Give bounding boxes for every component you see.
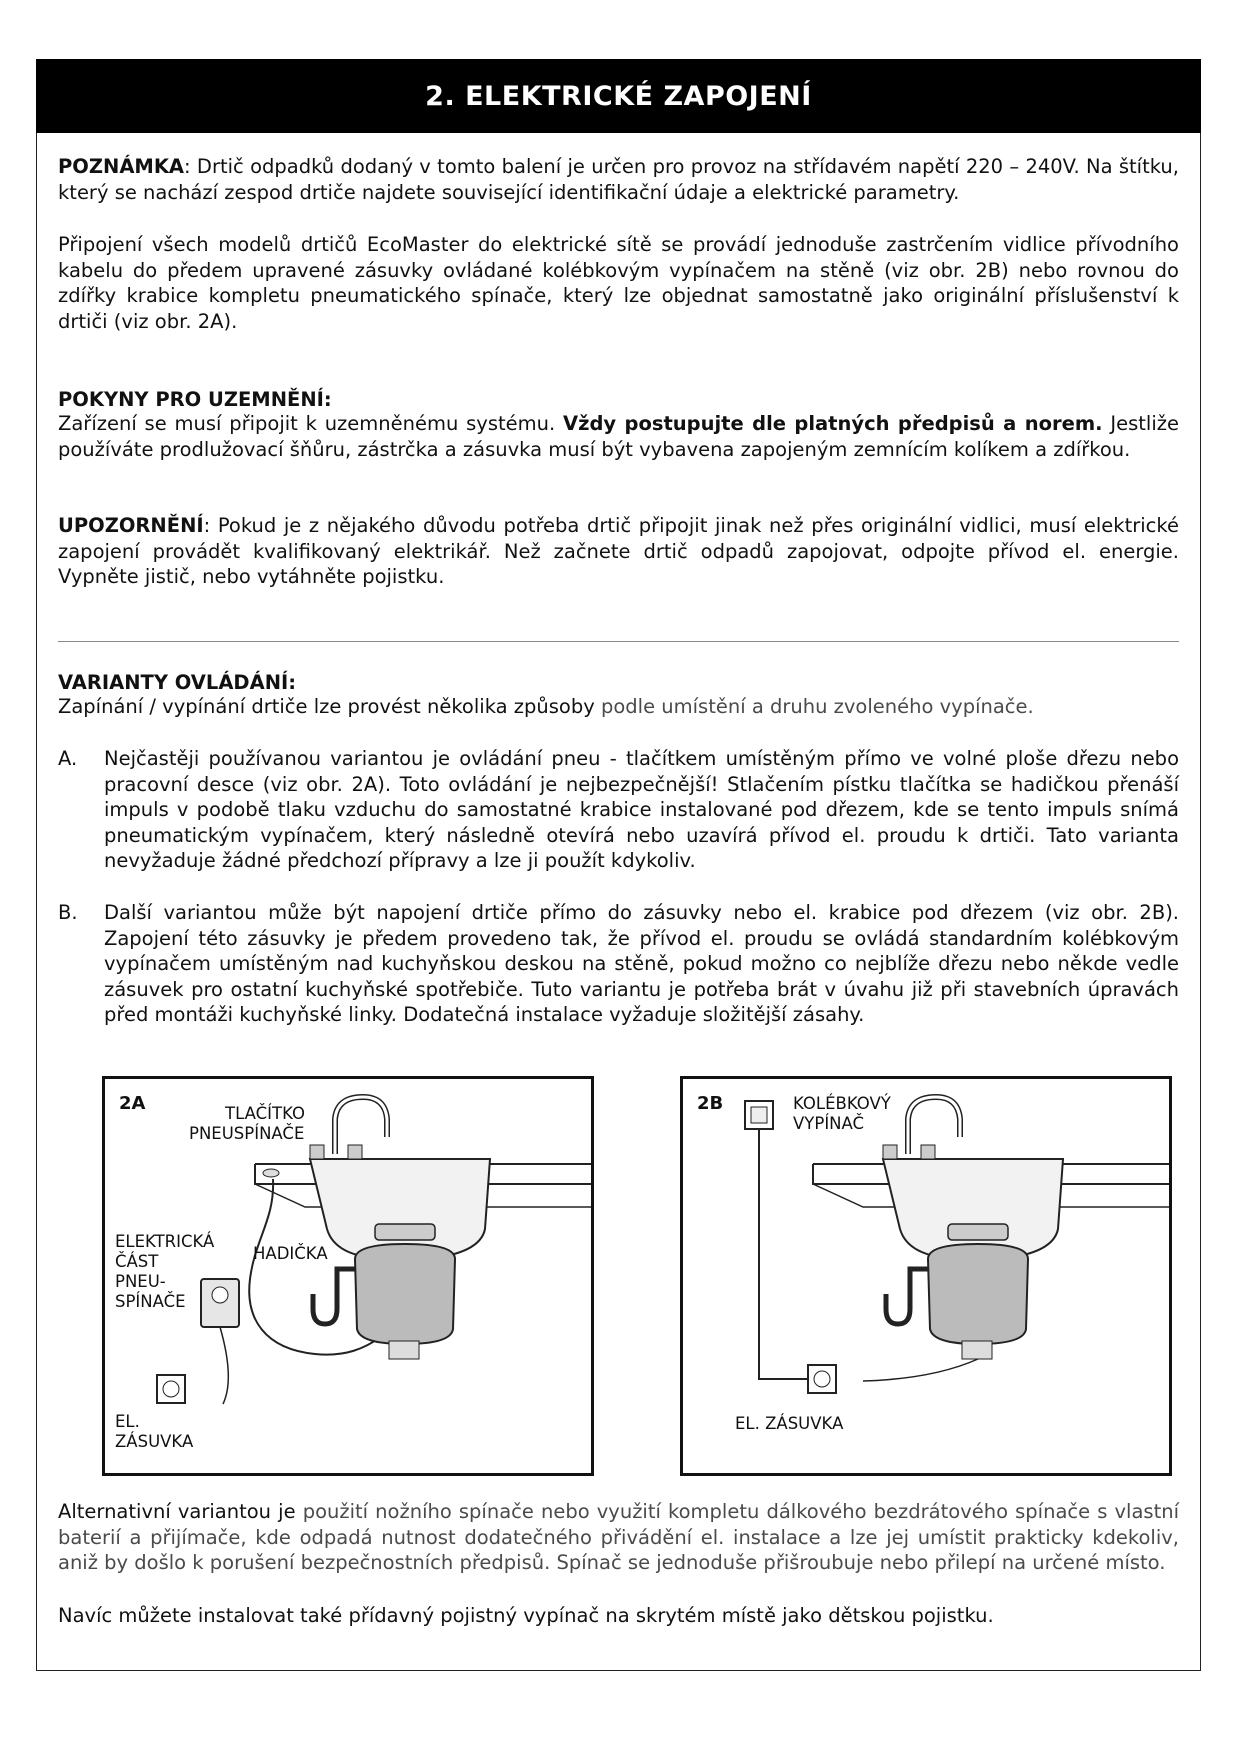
socket-label-line1: EL. [115,1412,140,1431]
variant-letter: A. [58,747,78,770]
switch-cable [220,1327,228,1404]
wall-wiring [759,1129,808,1379]
pneumatic-button [263,1169,279,1177]
rocker-switch-key [751,1107,767,1123]
section-divider [58,641,1179,642]
socket-label-line2: ZÁSUVKA [115,1432,194,1451]
faucet-knob-left [310,1145,324,1159]
disposer-body [355,1244,455,1344]
figure-2b-number: 2B [697,1093,724,1114]
disposer-body [928,1244,1028,1344]
drain-trap [313,1269,355,1324]
warning-label: UPOZORNĚNÍ [58,514,204,537]
note-text: : Drtič odpadků dodaný v tomto balení je určen pro provoz na střídavém napětí 220 – 240V. Na štítku, který se nachází zespod drtiče najdete související identifikační údaje a elektrické parametry. [58,155,1179,204]
switch-label-line2: VYPÍNAČ [793,1114,865,1133]
button-label-line2: PNEUSPÍNAČE [189,1124,305,1143]
note-paragraph [58,154,1179,205]
figure-2b-illustration [683,1079,1169,1473]
disposer-base [389,1341,419,1359]
disposer-cable [863,1359,978,1381]
button-label-line1: TLAČÍTKO [225,1104,306,1123]
connection-paragraph: Připojení všech modelů drtičů EcoMaster do elektrické sítě se provádí jednoduše zastrčením vidlice přívodního kabelu do předem upravené zásuvky ovládané kolébkovým vypínačem na stěně (viz obr. 2B) nebo rovnou do zdířky krabice kompletu pneumatického spínače, který lze objednat samostatně jako originální příslušenství k drtiči (viz obr. 2A). [58,233,1179,333]
variants-intro-a: Zapínání / vypínání drtiče lze provést několika způsoby [58,695,601,718]
part-label-line3: PNEU- [115,1272,166,1291]
disposer-flange [948,1224,1008,1240]
figure-2b [680,1076,1172,1476]
faucet-knob-right [921,1145,935,1159]
variant-letter: B. [58,901,78,924]
socket-label: EL. ZÁSUVKA [735,1414,844,1433]
switch-box-outlet [212,1287,228,1303]
faucet-knob-right [348,1145,362,1159]
variants-intro [58,694,1179,720]
note-label: POZNÁMKA [58,155,185,178]
wall-socket-hole [163,1381,179,1397]
figure-2a-illustration [105,1079,591,1473]
figure-2a-number: 2A [119,1093,146,1114]
grounding-text-bold: Vždy postupujte dle platných předpisů a norem. [563,412,1103,435]
warning-paragraph [58,513,1179,590]
page-title-text: 2. ELEKTRICKÉ ZAPOJENÍ [425,80,812,112]
alternative-text-b: použití nožního spínače nebo využití kompletu dálkového bezdrátového spínače s vlastní baterií a přijímače, kde odpadá nutnost dodatečného přivádění el. instalace a lze jej umístit prakticky kdekoliv, aniž by došlo k porušení bezpečnostních předpisů. Spínač se jednoduše přišroubuje nebo přilepí na určené místo. [58,1500,1179,1574]
drain-trap [886,1269,928,1324]
disposer-base [962,1341,992,1359]
variants-intro-b: podle umístění a druhu zvoleného vypínače. [600,695,1034,718]
part-label-line4: SPÍNAČE [115,1292,186,1311]
grounding-text-start: Zařízení se musí připojit k uzemněnému systému. [58,412,563,435]
faucet-knob-left [883,1145,897,1159]
grounding-text-end: Jestliže používáte prodlužovací šňůru, zástrčka a zásuvka musí být vybavena zapojeným zemnícím kolíkem a zdířkou. [58,412,1179,461]
part-label-line2: ČÁST [115,1252,159,1271]
wall-socket-hole [814,1371,830,1387]
grounding-title: POKYNY PRO UZEMNĚNÍ: [58,388,332,411]
figure-2a [102,1076,594,1476]
part-label-line1: ELEKTRICKÁ [115,1232,215,1251]
alternative-paragraph [58,1499,1179,1576]
extra-paragraph: Navíc můžete instalovat také přídavný pojistný vypínač na skrytém místě jako dětskou pojistku. [58,1604,994,1627]
variant-text: Další variantou může být napojení drtiče přímo do zásuvky nebo el. krabice pod dřezem (viz obr. 2B). Zapojení této zásuvky je předem provedeno tak, že přívod el. proudu se ovládá standardním kolébkovým vypínačem umístěným nad kuchyňskou deskou na stěně, pokud možno co nejblíže dřezu nebo někde vedle zásuvek pro ostatní kuchyňské spotřebiče. Tuto variantu je potřeba brát v úvahu již při stavebních úpravách před montáži kuchyňské linky. Dodatečná instalace vyžaduje složitější zásahy. [104,901,1179,1026]
variant-text: Nejčastěji používanou variantou je ovládání pneu - tlačítkem umístěným přímo ve volné ploše dřezu nebo pracovní desce (viz obr. 2A). Toto ovládání je nejbezpečnější! Stlačením pístku tlačítka se hadičkou přenáší impuls v podobě tlaku vzduchu do samostatné krabice instalované pod dřezem, kde se tento impuls snímá pneumatickým vypínačem, který následně otevírá nebo uzavírá přívod el. proudu k drtiči. Tato varianta nevyžaduje žádné předchozí přípravy a lze ji použít kdykoliv. [104,747,1179,872]
disposer-flange [375,1224,435,1240]
hose-label: HADIČKA [253,1244,328,1263]
grounding-paragraph [58,411,1179,462]
variants-title: VARIANTY OVLÁDÁNÍ: [58,671,297,694]
alternative-text-a: Alternativní variantou je [58,1500,303,1523]
switch-label-line1: KOLÉBKOVÝ [793,1094,891,1113]
warning-text: : Pokud je z nějakého důvodu potřeba drtič připojit jinak než přes originální vidlici, musí elektrické zapojení provádět kvalifikovaný elektrikář. Než začnete drtič odpadů zapojovat, odpojte přívod el. energie. Vypněte jistič, nebo vytáhněte pojistku. [58,514,1179,588]
page-title [36,59,1201,133]
